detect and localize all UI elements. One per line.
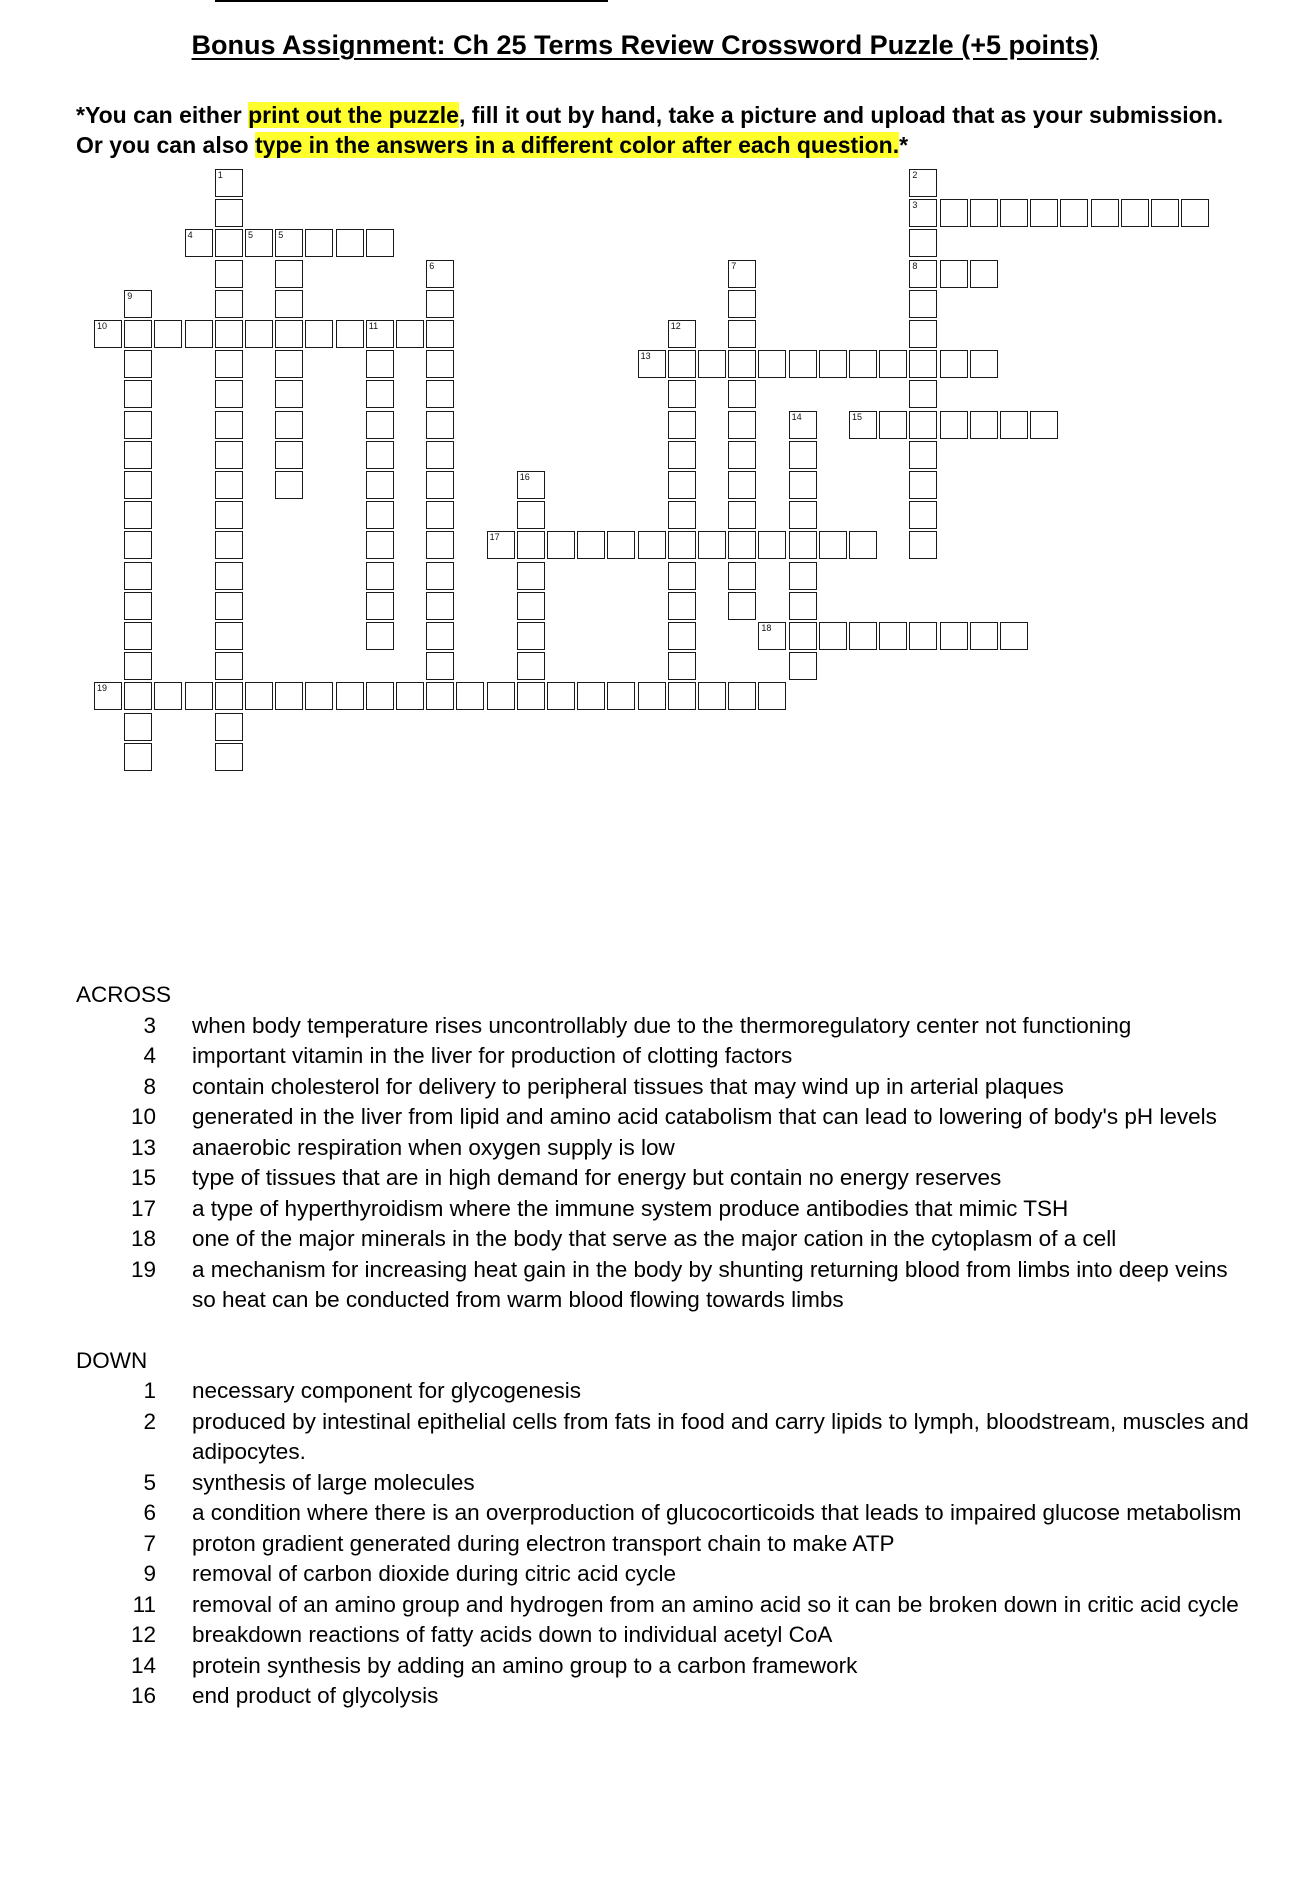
grid-cell[interactable] (728, 320, 756, 348)
clue-text: synthesis of large molecules (192, 1469, 475, 1495)
clue-number: 6 (143, 1500, 156, 1525)
grid-cell[interactable] (396, 682, 424, 710)
grid-cell[interactable] (668, 682, 696, 710)
cell-number: 6 (429, 260, 435, 271)
grid-cell[interactable] (94, 320, 122, 348)
cell-number: 10 (97, 321, 108, 331)
clue-text: when body temperature rises uncontrollably due to the thermoregulatory center not functioning (192, 1012, 1132, 1038)
clue-text: protein synthesis by adding an amino group to a carbon framework (192, 1652, 858, 1678)
grid-cell[interactable] (215, 380, 243, 408)
grid-cell[interactable] (215, 713, 243, 741)
grid-cell[interactable] (215, 682, 243, 710)
grid-cell[interactable] (215, 501, 243, 529)
grid-cell[interactable] (426, 562, 454, 590)
grid-cell[interactable] (879, 622, 907, 650)
grid-cell[interactable] (970, 622, 998, 650)
grid-cell[interactable] (789, 471, 817, 499)
across-heading: ACROSS (76, 982, 172, 1007)
grid-cell[interactable] (638, 350, 666, 378)
clue-text: generated in the liver from lipid and amino acid catabolism that can lead to lowering of body's pH levels (192, 1104, 1217, 1129)
grid-cell[interactable] (366, 592, 394, 620)
grid-cell[interactable] (124, 682, 152, 710)
grid-cell[interactable] (728, 471, 756, 499)
grid-cell[interactable] (426, 320, 454, 348)
grid-cell[interactable] (426, 350, 454, 378)
grid-cell[interactable] (909, 441, 937, 469)
grid-cell[interactable] (758, 531, 786, 559)
grid-cell[interactable] (909, 501, 937, 529)
grid-cell[interactable] (1121, 199, 1149, 227)
clue-number: 17 (130, 1195, 156, 1221)
grid-cell[interactable] (1091, 199, 1119, 227)
grid-cell[interactable] (124, 501, 152, 529)
grid-cell[interactable] (909, 411, 937, 439)
grid-cell[interactable] (215, 652, 243, 680)
grid-cell[interactable] (215, 441, 243, 469)
grid-cell[interactable] (758, 350, 786, 378)
grid-cell[interactable] (789, 411, 817, 439)
grid-cell[interactable] (698, 531, 726, 559)
down-clue-9 (76, 1559, 1256, 1590)
grid-cell[interactable] (94, 682, 122, 710)
grid-cell[interactable] (577, 682, 605, 710)
grid-cell[interactable] (940, 199, 968, 227)
grid-cell[interactable] (215, 350, 243, 378)
across-clue-18 (76, 1224, 1256, 1255)
grid-cell[interactable] (215, 260, 243, 288)
grid-cell[interactable] (124, 531, 152, 559)
grid-cell[interactable] (789, 562, 817, 590)
clue-number: 11 (132, 1591, 156, 1617)
clue-number: 1 (143, 1378, 156, 1403)
grid-cell[interactable] (668, 592, 696, 620)
grid-cell[interactable] (366, 350, 394, 378)
clue-text: important vitamin in the liver for production of clotting factors (192, 1043, 793, 1068)
grid-cell[interactable] (909, 380, 937, 408)
grid-cell[interactable] (819, 531, 847, 559)
intro-text-3: * (899, 132, 909, 158)
grid-cell[interactable] (426, 260, 454, 288)
grid-cell[interactable] (487, 682, 515, 710)
grid-cell[interactable] (426, 682, 454, 710)
grid-cell[interactable] (789, 441, 817, 469)
across-clue-10 (76, 1102, 1256, 1133)
clue-number: 14 (130, 1652, 156, 1678)
grid-cell[interactable] (517, 652, 545, 680)
grid-cell[interactable] (909, 622, 937, 650)
grid-cell[interactable] (215, 199, 243, 227)
title-text: Bonus Assignment: Ch 25 Terms Review Crossword Puzzle (+5 points) (191, 30, 1099, 60)
grid-cell[interactable] (728, 562, 756, 590)
grid-cell[interactable] (698, 350, 726, 378)
grid-cell[interactable] (789, 531, 817, 559)
grid-cell[interactable] (940, 411, 968, 439)
grid-cell[interactable] (426, 592, 454, 620)
grid-cell[interactable] (275, 229, 303, 257)
grid-cell[interactable] (668, 350, 696, 378)
grid-cell[interactable] (879, 350, 907, 378)
grid-cell[interactable] (366, 531, 394, 559)
grid-cell[interactable] (728, 260, 756, 288)
grid-cell[interactable] (366, 471, 394, 499)
grid-cell[interactable] (366, 320, 394, 348)
grid-cell[interactable] (547, 682, 575, 710)
cell-number: 1 (217, 170, 223, 180)
grid-cell[interactable] (245, 320, 273, 348)
grid-cell[interactable] (849, 531, 877, 559)
cell-number: 3 (912, 200, 918, 211)
grid-cell[interactable] (154, 320, 182, 348)
grid-cell[interactable] (275, 471, 303, 499)
grid-cell[interactable] (336, 320, 364, 348)
grid-cell[interactable] (517, 471, 545, 499)
grid-cell[interactable] (698, 682, 726, 710)
grid-cell[interactable] (366, 441, 394, 469)
grid-cell[interactable] (215, 562, 243, 590)
intro-highlight-2: type in the answers in a different color after each question. (254, 132, 900, 158)
clue-number: 15 (130, 1165, 156, 1190)
down-clues (76, 1376, 1256, 1712)
grid-cell[interactable] (336, 229, 364, 257)
grid-cell[interactable] (426, 531, 454, 559)
clue-number: 5 (143, 1469, 156, 1495)
grid-cell[interactable] (245, 229, 273, 257)
grid-cell[interactable] (517, 622, 545, 650)
grid-cell[interactable] (728, 592, 756, 620)
cell-number: 14 (791, 411, 802, 422)
down-clue-11 (76, 1590, 1256, 1621)
down-clue-1 (76, 1376, 1256, 1407)
grid-cell[interactable] (517, 531, 545, 559)
grid-cell[interactable] (909, 320, 937, 348)
clue-number: 16 (130, 1683, 156, 1708)
grid-cell[interactable] (124, 713, 152, 741)
cell-number: 15 (852, 411, 863, 422)
grid-cell[interactable] (909, 199, 937, 227)
cell-number: 2 (912, 170, 918, 180)
clue-text: proton gradient generated during electron transport chain to make ATP (192, 1530, 895, 1556)
cell-number: 19 (97, 683, 108, 694)
grid-cell[interactable] (366, 622, 394, 650)
clue-number: 8 (143, 1073, 156, 1099)
cell-number: 5 (248, 230, 254, 241)
cell-number: 13 (640, 351, 651, 362)
grid-cell[interactable] (124, 471, 152, 499)
grid-cell[interactable] (940, 622, 968, 650)
grid-cell[interactable] (909, 531, 937, 559)
grid-cell[interactable] (970, 199, 998, 227)
grid-cell[interactable] (124, 622, 152, 650)
grid-cell[interactable] (1030, 199, 1058, 227)
clue-text: end product of glycolysis (192, 1683, 439, 1708)
grid-cell[interactable] (215, 471, 243, 499)
cell-number: 18 (761, 623, 772, 633)
grid-cell[interactable] (1000, 411, 1028, 439)
down-clue-14 (76, 1651, 1256, 1682)
grid-cell[interactable] (970, 260, 998, 288)
grid-cell[interactable] (940, 350, 968, 378)
grid-cell[interactable] (366, 380, 394, 408)
intro-highlight-1: print out the puzzle (248, 102, 459, 128)
grid-cell[interactable] (728, 411, 756, 439)
grid-cell[interactable] (849, 350, 877, 378)
across-clue-8 (76, 1072, 1256, 1103)
grid-cell[interactable] (305, 320, 333, 348)
grid-cell[interactable] (789, 592, 817, 620)
grid-cell[interactable] (789, 652, 817, 680)
grid-cell[interactable] (185, 320, 213, 348)
grid-cell[interactable] (668, 471, 696, 499)
grid-cell[interactable] (305, 229, 333, 257)
across-clue-15 (76, 1163, 1256, 1194)
down-clue-2 (76, 1407, 1256, 1468)
grid-cell[interactable] (215, 622, 243, 650)
across-clue-3 (76, 1011, 1256, 1042)
grid-cell[interactable] (607, 682, 635, 710)
grid-cell[interactable] (215, 411, 243, 439)
clue-text: anaerobic respiration when oxygen supply is low (192, 1134, 675, 1160)
clue-text: a type of hyperthyroidism where the immune system produce antibodies that mimic TSH (192, 1195, 1069, 1221)
clue-number: 12 (130, 1622, 156, 1647)
grid-cell[interactable] (185, 229, 213, 257)
grid-cell[interactable] (577, 531, 605, 559)
cell-number: 8 (912, 260, 918, 271)
grid-cell[interactable] (426, 501, 454, 529)
grid-cell[interactable] (668, 501, 696, 529)
cell-number: 17 (489, 532, 500, 543)
grid-cell[interactable] (970, 411, 998, 439)
grid-cell[interactable] (154, 682, 182, 710)
grid-cell[interactable] (336, 682, 364, 710)
clue-text: necessary component for glycogenesis (192, 1378, 581, 1403)
clue-number: 13 (130, 1134, 156, 1160)
clue-number: 4 (143, 1043, 156, 1068)
clue-number: 2 (143, 1408, 156, 1434)
down-clue-12 (76, 1620, 1256, 1651)
grid-cell[interactable] (728, 531, 756, 559)
grid-cell[interactable] (275, 380, 303, 408)
grid-cell[interactable] (124, 592, 152, 620)
grid-cell[interactable] (668, 320, 696, 348)
grid-cell[interactable] (728, 501, 756, 529)
grid-cell[interactable] (366, 562, 394, 590)
grid-cell[interactable] (124, 290, 152, 318)
grid-cell[interactable] (215, 320, 243, 348)
cell-number: 9 (127, 290, 133, 301)
grid-cell[interactable] (426, 471, 454, 499)
grid-cell[interactable] (215, 229, 243, 257)
grid-cell[interactable] (275, 320, 303, 348)
grid-cell[interactable] (1000, 199, 1028, 227)
grid-cell[interactable] (758, 622, 786, 650)
grid-cell[interactable] (819, 350, 847, 378)
grid-cell[interactable] (275, 350, 303, 378)
grid-cell[interactable] (366, 411, 394, 439)
clue-number: 9 (143, 1561, 156, 1586)
grid-cell[interactable] (1060, 199, 1088, 227)
grid-cell[interactable] (517, 562, 545, 590)
clue-text: type of tissues that are in high demand for energy but contain no energy reserves (192, 1165, 1002, 1190)
grid-cell[interactable] (819, 622, 847, 650)
grid-cell[interactable] (849, 622, 877, 650)
grid-cell[interactable] (1030, 411, 1058, 439)
grid-cell[interactable] (909, 260, 937, 288)
clue-text: a condition where there is an overproduction of glucocorticoids that leads to impaired glucose metabolism (192, 1500, 1242, 1525)
down-clue-16 (76, 1681, 1256, 1712)
grid-cell[interactable] (396, 320, 424, 348)
grid-cell[interactable] (668, 652, 696, 680)
clue-text: removal of carbon dioxide during citric acid cycle (192, 1561, 676, 1586)
cell-number: 4 (187, 230, 193, 241)
grid-cell[interactable] (456, 682, 484, 710)
grid-cell[interactable] (909, 290, 937, 318)
grid-cell[interactable] (517, 501, 545, 529)
grid-cell[interactable] (909, 350, 937, 378)
intro-text-2: , fill it out by hand, take a picture and upload that as your submission. Or you can also (76, 102, 1224, 158)
grid-cell[interactable] (668, 411, 696, 439)
grid-cell[interactable] (668, 531, 696, 559)
grid-cell[interactable] (517, 682, 545, 710)
grid-cell[interactable] (940, 260, 968, 288)
clue-text: removal of an amino group and hydrogen from an amino acid so it can be broken down in critic acid cycle (192, 1591, 1239, 1617)
across-clue-4 (76, 1041, 1256, 1072)
across-clue-17 (76, 1194, 1256, 1225)
clue-text: contain cholesterol for delivery to peripheral tissues that may wind up in arterial plaques (192, 1073, 1064, 1099)
across-clue-13 (76, 1133, 1256, 1164)
grid-cell[interactable] (728, 682, 756, 710)
grid-cell[interactable] (366, 682, 394, 710)
clue-text: breakdown reactions of fatty acids down to individual acetyl CoA (192, 1622, 833, 1647)
grid-cell[interactable] (1000, 622, 1028, 650)
intro-text-1: *You can either (76, 102, 249, 128)
grid-cell[interactable] (215, 592, 243, 620)
grid-cell[interactable] (305, 682, 333, 710)
grid-cell[interactable] (638, 682, 666, 710)
grid-cell[interactable] (909, 471, 937, 499)
grid-cell[interactable] (789, 350, 817, 378)
grid-cell[interactable] (124, 380, 152, 408)
grid-cell[interactable] (668, 380, 696, 408)
grid-cell[interactable] (124, 652, 152, 680)
grid-cell[interactable] (728, 380, 756, 408)
grid-cell[interactable] (909, 169, 937, 197)
grid-cell[interactable] (215, 290, 243, 318)
grid-cell[interactable] (849, 411, 877, 439)
grid-cell[interactable] (909, 229, 937, 257)
cell-number: 16 (519, 472, 530, 482)
grid-cell[interactable] (215, 169, 243, 197)
clue-list (76, 980, 1256, 1712)
grid-cell[interactable] (185, 682, 213, 710)
grid-cell[interactable] (668, 562, 696, 590)
grid-cell[interactable] (124, 320, 152, 348)
grid-cell[interactable] (1151, 199, 1179, 227)
grid-cell[interactable] (728, 350, 756, 378)
grid-cell[interactable] (124, 411, 152, 439)
across-clues (76, 1011, 1256, 1316)
grid-cell[interactable] (275, 260, 303, 288)
crossword-grid (0, 0, 1290, 760)
grid-cell[interactable] (124, 350, 152, 378)
cell-number: 12 (670, 321, 681, 331)
grid-cell[interactable] (426, 441, 454, 469)
grid-cell[interactable] (426, 652, 454, 680)
cell-number: 5 (278, 230, 284, 241)
grid-cell[interactable] (970, 350, 998, 378)
clue-number: 18 (130, 1226, 156, 1251)
down-heading: DOWN (76, 1347, 148, 1373)
down-clue-6 (76, 1498, 1256, 1529)
grid-cell[interactable] (275, 411, 303, 439)
across-clue-19 (76, 1255, 1256, 1316)
grid-cell[interactable] (607, 531, 635, 559)
clue-text: produced by intestinal epithelial cells from fats in food and carry lipids to lymph, bloodstream, muscles and adipocytes. (192, 1408, 1249, 1464)
cell-number: 7 (731, 260, 737, 271)
grid-cell[interactable] (366, 501, 394, 529)
clue-number: 19 (130, 1256, 156, 1282)
grid-cell[interactable] (789, 501, 817, 529)
grid-cell[interactable] (275, 441, 303, 469)
grid-cell[interactable] (789, 622, 817, 650)
grid-cell[interactable] (728, 441, 756, 469)
down-clue-5 (76, 1468, 1256, 1499)
grid-cell[interactable] (487, 531, 515, 559)
grid-cell[interactable] (547, 531, 575, 559)
clue-number: 7 (143, 1530, 156, 1556)
grid-cell[interactable] (275, 682, 303, 710)
grid-cell[interactable] (668, 441, 696, 469)
grid-cell[interactable] (426, 622, 454, 650)
grid-cell[interactable] (879, 411, 907, 439)
grid-cell[interactable] (638, 531, 666, 559)
grid-cell[interactable] (426, 411, 454, 439)
grid-cell[interactable] (275, 290, 303, 318)
grid-cell[interactable] (245, 682, 273, 710)
cell-number: 11 (368, 321, 379, 331)
grid-cell[interactable] (517, 592, 545, 620)
grid-cell[interactable] (728, 290, 756, 318)
clue-number: 10 (130, 1104, 156, 1129)
grid-cell[interactable] (668, 622, 696, 650)
grid-cell[interactable] (124, 743, 152, 771)
clue-text: one of the major minerals in the body that serve as the major cation in the cytoplasm of a cell (192, 1226, 1117, 1251)
clue-text: a mechanism for increasing heat gain in the body by shunting returning blood from limbs into deep veins so heat can be conducted from warm blood flowing towards limbs (192, 1256, 1228, 1312)
grid-cell[interactable] (215, 531, 243, 559)
grid-cell[interactable] (426, 380, 454, 408)
grid-cell[interactable] (426, 290, 454, 318)
clue-number: 3 (143, 1012, 156, 1038)
grid-cell[interactable] (124, 562, 152, 590)
grid-cell[interactable] (758, 682, 786, 710)
grid-cell[interactable] (1181, 199, 1209, 227)
grid-cell[interactable] (124, 441, 152, 469)
down-clue-7 (76, 1529, 1256, 1560)
grid-cell[interactable] (366, 229, 394, 257)
grid-cell[interactable] (215, 743, 243, 771)
